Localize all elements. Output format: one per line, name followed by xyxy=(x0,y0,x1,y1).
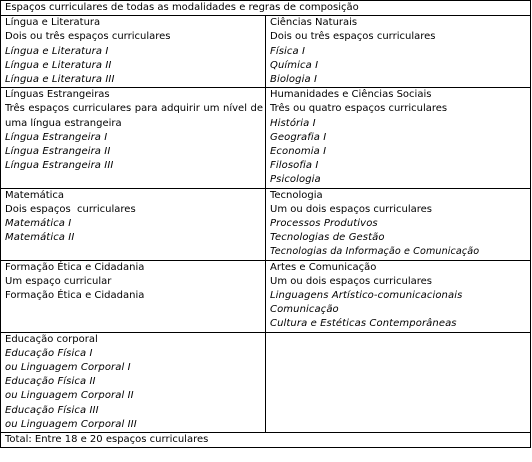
subject-item: Química I xyxy=(270,59,319,71)
subject-item: Filosofia I xyxy=(270,160,319,172)
area-rule: Um ou dois espaços curriculares xyxy=(270,203,433,215)
area-title: Ciências Naturais xyxy=(270,17,358,29)
table-row xyxy=(1,88,531,188)
area-cell-formacao-etica xyxy=(1,260,266,332)
table-row xyxy=(1,16,531,88)
area-title: Tecnologia xyxy=(270,189,323,201)
area-rule: Três ou quatro espaços curriculares xyxy=(270,103,448,115)
area-cell-ciencias-naturais xyxy=(266,16,531,88)
table-row xyxy=(1,332,531,432)
area-rule: Dois ou três espaços curriculares xyxy=(5,31,171,43)
subject-item: Educação Física I xyxy=(5,347,93,359)
table-footer-text: Total: Entre 18 e 20 espaços curriculares xyxy=(5,434,209,446)
table-row xyxy=(1,188,531,260)
area-title: Línguas Estrangeiras xyxy=(5,89,110,101)
area-title: Artes e Comunicação xyxy=(270,261,377,273)
table-footer-cell xyxy=(1,433,531,448)
area-cell-lingua-literatura xyxy=(1,16,266,88)
table-footer-row xyxy=(1,433,531,448)
area-cell-humanidades xyxy=(266,88,531,188)
subject-item: ou Linguagem Corporal I xyxy=(5,362,131,374)
subject-item: Língua Estrangeira III xyxy=(5,160,114,172)
area-title: Formação Ética e Cidadania xyxy=(5,261,145,273)
subject-item: Física I xyxy=(270,45,306,57)
subject-item: Comunicação xyxy=(270,304,339,316)
subject-item: Educação Física II xyxy=(5,376,96,388)
subject-item: Linguagens Artístico-comunicacionais xyxy=(270,290,463,302)
table-row xyxy=(1,260,531,332)
subject-item: Economia I xyxy=(270,146,327,158)
area-rule: Três espaços curriculares para adquirir um nível de uma língua estrangeira xyxy=(5,103,263,129)
table-header-cell xyxy=(1,1,531,16)
area-rule: Dois espaços curriculares xyxy=(5,203,136,215)
area-title: Humanidades e Ciências Sociais xyxy=(270,89,432,101)
area-cell-artes-comunicacao xyxy=(266,260,531,332)
subject-item: Biologia I xyxy=(270,74,318,86)
area-cell-matematica xyxy=(1,188,266,260)
subject-item: Tecnologias da Informação e Comunicação xyxy=(270,246,480,258)
subject-item: Língua Estrangeira I xyxy=(5,131,108,143)
area-cell-linguas-estrangeiras xyxy=(1,88,266,188)
table-header-text: Espaços curriculares de todas as modalidades e regras de composição xyxy=(5,2,359,13)
subject-item: Matemática I xyxy=(5,218,72,230)
table-header-row xyxy=(1,1,531,16)
subject-item: Cultura e Estéticas Contemporâneas xyxy=(270,318,457,330)
subject-item: Geografia I xyxy=(270,131,327,143)
subject-item: História I xyxy=(270,117,316,129)
area-rule: Dois ou três espaços curriculares xyxy=(270,31,436,43)
subject-item: Matemática II xyxy=(5,232,75,244)
area-rule: Um espaço curricular xyxy=(5,275,112,287)
subject-item: Língua e Literatura I xyxy=(5,45,109,57)
area-title: Língua e Literatura xyxy=(5,17,101,29)
area-title: Educação corporal xyxy=(5,333,98,345)
empty-cell xyxy=(266,332,531,432)
subject-item: ou Linguagem Corporal II xyxy=(5,390,134,402)
subject-item: Língua Estrangeira II xyxy=(5,146,111,158)
subject-item: Educação Física III xyxy=(5,404,99,416)
subject-item: Tecnologias de Gestão xyxy=(270,232,385,244)
area-title: Matemática xyxy=(5,189,65,201)
area-cell-educacao-corporal xyxy=(1,332,266,432)
area-rule: Um ou dois espaços curriculares xyxy=(270,275,433,287)
area-cell-tecnologia xyxy=(266,188,531,260)
subject-item: Formação Ética e Cidadania xyxy=(5,290,145,302)
subject-item: Processos Produtivos xyxy=(270,218,378,230)
subject-item: Língua e Literatura III xyxy=(5,74,115,86)
subject-item: ou Linguagem Corporal III xyxy=(5,418,137,430)
subject-item: Psicologia xyxy=(270,174,321,186)
subject-item: Língua e Literatura II xyxy=(5,59,112,71)
